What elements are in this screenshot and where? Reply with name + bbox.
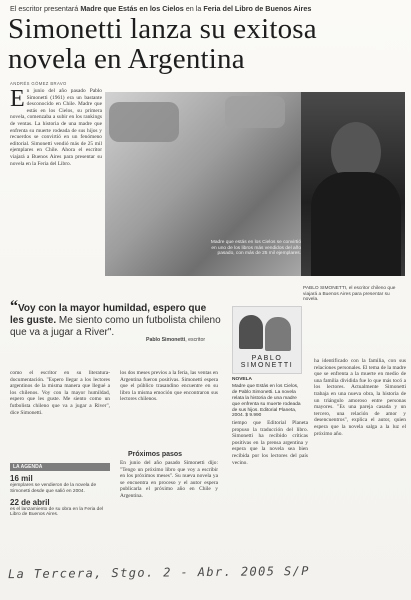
author-portrait — [301, 92, 405, 276]
subhead: Próximos pasos — [128, 451, 183, 458]
agenda-item: 16 mil ejemplares se vendieron de la novela de Simonetti desde que salió en 2004. — [10, 474, 97, 494]
byline: ANDRÉS GÓMEZ BRAVO — [10, 81, 67, 86]
book-info: NOVELA Madre que Estás en los Cielos, de Pablo Simonetti. La novela relata la historia de una madre que enfrenta su muerte rodeada de sus hijos. Editorial Planeta, 2004. $ 9.990 — [232, 377, 301, 419]
photo-inset-caption: Madre que estás en los Cielos se convirtió en uno de los libros más vendidos del año pasado, con más de 25 mil ejemplares. — [210, 240, 301, 257]
agenda-header: LA AGENDA — [10, 463, 110, 471]
quote-mark-icon: “ — [10, 298, 18, 315]
kicker: El escritor presentará Madre que Estás en los Cielos en la Feria del Libro de Buenos Aires — [10, 4, 312, 13]
car-shape — [225, 96, 285, 128]
article-column-right-2: ha identificado con la familia, con sus relaciones personales. El tema de la madre que se enfrenta a la muerte en medio de una familia dividida fue lo que más tocó a los lectores. Actualmente Simonetti trabaja en una nueva obra, la historia de un triángulo amoroso entre personas mayores. "Es una pareja casada y un tercero, una relación de amor y desencuentros", explica el autor, quien espera que la novela salga a la luz el próximo año. — [314, 358, 406, 437]
article-column-1 — [10, 88, 102, 308]
article-column-middle: los dos meses previos a la feria, las ventas en Argentina fueron positivas. Simonetti espera que el público trasandino encuentre en su libro la misma emoción que encontraron sus lectores chilenos. — [120, 370, 218, 403]
agenda-box — [10, 463, 110, 551]
pull-quote: “Voy con la mayor humildad, espero que les guste. Me siento como un futbolista chileno que va a jugar a River". — [10, 298, 221, 338]
quote-attribution: Pablo Simonetti, escritor — [146, 337, 206, 343]
article-column-middle-2: En junio del año pasado Simonetti dijo: "Tengo un próximo libro que voy a escribir en los próximos meses". Su nueva novela ya se encuentra en proceso y el autor espera publicarla el próximo año en Chile y Argentina. — [120, 460, 218, 499]
article-column-right-1: tiempo que Editorial Planeta propuso la traducción del libro. Simonetti ha recibido críticas positivas en la prensa argentina y espera que la novela sea bien recibida por los lectores del país vecino. — [232, 420, 308, 466]
book-cover — [232, 306, 302, 374]
drop-cap: E — [10, 88, 25, 112]
car-shape — [109, 102, 179, 142]
headline: Simonetti lanza su exitosa novela en Argentina — [8, 13, 317, 75]
column-text: n junio del año pasado Pablo Simonetti (1961) era un bastante desconocido en Chile. Madre que estás en los Cielos, su primera novela, comenzaba a subir en los rankings de ventas. La historia de una madre que enfrenta su muerte rodeada de sus hijos y recuerdos se convirtió en un fenómeno editorial. Simonetti vendió más de 25 mil ejemplares en Chile. Ahora el escritor viajará a Buenos Aires para presentar su novela en la Feria del Libro. — [10, 88, 102, 167]
portrait-caption: PABLO SIMONETTI, el escritor chileno que viajará a Buenos Aires para presentar su novela. — [303, 286, 396, 303]
street-photo — [105, 92, 301, 276]
article-column-left: como el escritor en su literatura-documentación. "Espero llegar a los lectores argentinos de la misma manera que llegué a los chilenos. Voy con la mayor humildad, espero que les guste. Me siento como un futbolista chileno que va a jugar a River", dice Simonetti. — [10, 370, 110, 416]
agenda-item: 22 de abril es el lanzamiento de su obra en la Feria del Libro de Buenos Aires. — [10, 497, 104, 518]
book-cover-title: PABLO SIMONETTI — [240, 355, 294, 369]
handwritten-note: La Tercera, Stgo. 2 - Abr. 2005 S/P — [7, 563, 310, 582]
